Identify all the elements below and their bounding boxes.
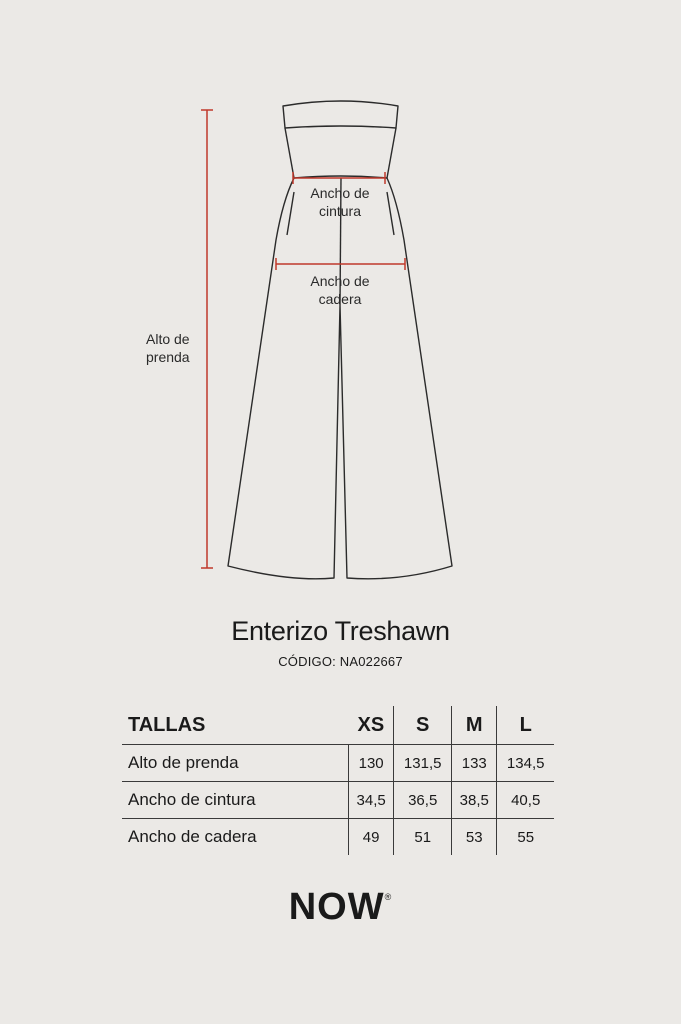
product-code: CÓDIGO: NA022667 <box>278 654 403 669</box>
brand-logo <box>0 886 681 929</box>
table-cell: 55 <box>497 819 554 856</box>
size-table <box>122 706 554 855</box>
product-title: Enterizo Treshawn <box>231 616 450 646</box>
table-cell: 49 <box>349 819 394 856</box>
table-cell: 36,5 <box>394 782 452 819</box>
row-label: Alto de prenda <box>122 745 349 782</box>
table-cell: 133 <box>452 745 497 782</box>
row-label: Ancho de cintura <box>122 782 349 819</box>
size-col-m: M <box>452 706 497 745</box>
waist-label-line1: Ancho de <box>310 185 370 201</box>
hip-label-line2: cadera <box>318 291 362 307</box>
size-col-l: L <box>497 706 554 745</box>
row-label: Ancho de cadera <box>122 819 349 856</box>
table-cell: 40,5 <box>497 782 554 819</box>
table-row <box>122 819 554 856</box>
size-col-s: S <box>394 706 452 745</box>
waist-measure-line <box>293 172 385 184</box>
height-label-line1: Alto de <box>146 331 190 347</box>
registered-mark: ® <box>384 892 393 902</box>
brand-logo-text: NOW <box>288 886 385 928</box>
table-cell: 53 <box>452 819 497 856</box>
waist-label-line2: cintura <box>318 203 362 219</box>
table-cell: 130 <box>349 745 394 782</box>
jumpsuit-outline <box>228 101 452 579</box>
size-table-header-label: TALLAS <box>128 713 206 736</box>
table-cell: 34,5 <box>349 782 394 819</box>
height-label-line2: prenda <box>146 349 190 365</box>
table-cell: 131,5 <box>394 745 452 782</box>
table-cell: 134,5 <box>497 745 554 782</box>
hip-label <box>300 272 380 308</box>
table-row <box>122 782 554 819</box>
table-cell: 51 <box>394 819 452 856</box>
table-row <box>122 745 554 782</box>
height-measure-line <box>201 110 213 568</box>
hip-label-line1: Ancho de <box>310 273 370 289</box>
height-label <box>146 330 196 366</box>
table-cell: 38,5 <box>452 782 497 819</box>
size-table-header-row <box>122 706 554 745</box>
size-col-xs: XS <box>357 713 385 736</box>
waist-label <box>300 184 380 220</box>
